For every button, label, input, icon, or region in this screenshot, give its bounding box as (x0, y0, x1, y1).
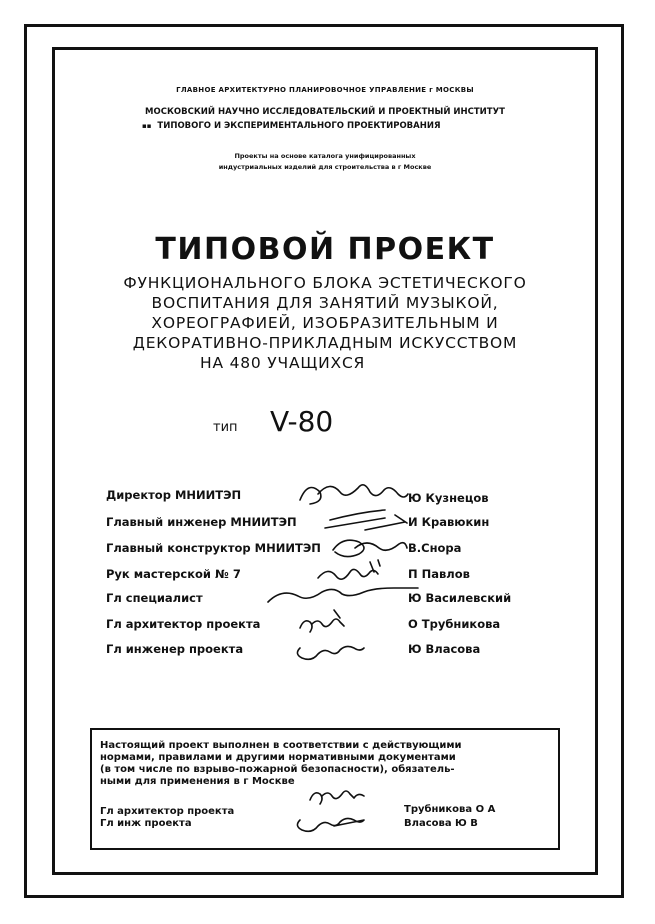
signatory-role-workshop-head: Рук мастерской № 7 (106, 567, 241, 581)
header-line-1: ГЛАВНОЕ АРХИТЕКТУРНО ПЛАНИРОВОЧНОЕ УПРАВЛЕНИЕ г МОСКВЫ (176, 86, 474, 94)
signatory-role-chief-specialist: Гл специалист (106, 591, 203, 605)
signature-director (300, 485, 408, 504)
note-role-engineer: Гл инж проекта (100, 818, 192, 829)
note-name-engineer: Власова Ю В (404, 818, 478, 829)
catalog-line-1: Проекты на основе каталога унифицированных (234, 152, 416, 160)
signatory-name-project-engineer: Ю Власова (408, 642, 481, 656)
document-title: ТИПОВОЙ ПРОЕКТ (155, 232, 495, 267)
subtitle-line-4: ДЕКОРАТИВНО-ПРИКЛАДНЫМ ИСКУССТВОМ (132, 334, 518, 352)
signature-chief-architect (300, 610, 344, 632)
signatory-name-chief-specialist: Ю Василевский (408, 591, 512, 605)
subtitle-line-3: ХОРЕОГРАФИЕЙ, ИЗОБРАЗИТЕЛЬНЫМ И (151, 314, 499, 332)
signatory-role-chief-architect: Гл архитектор проекта (106, 617, 261, 631)
note-line-4: ными для применения в г Москве (100, 776, 295, 787)
note-name-architect: Трубникова О А (404, 804, 496, 815)
type-label: тип (213, 420, 238, 435)
signatory-role-director: Директор МНИИТЭП (106, 488, 242, 502)
type-value: V-80 (270, 405, 334, 438)
catalog-line-2: индустриальных изделий для строительства в г Москве (218, 163, 432, 171)
signatory-role-chief-engineer: Главный инженер МНИИТЭП (106, 515, 297, 529)
note-line-3: (в том числе по взрыво-пожарной безопасности), обязатель- (100, 764, 455, 775)
signature-chief-specialist (268, 588, 418, 602)
signature-chief-designer (333, 540, 407, 556)
subtitle-line-1: ФУНКЦИОНАЛЬНОГО БЛОКА ЭСТЕТИЧЕСКОГО (123, 274, 527, 292)
subtitle-line-2: ВОСПИТАНИЯ ДЛЯ ЗАНЯТИЙ МУЗЫКОЙ, (151, 294, 499, 312)
signatory-name-chief-engineer: И Кравюкин (408, 515, 490, 529)
signatory-name-director: Ю Кузнецов (408, 491, 489, 505)
signatory-name-chief-designer: В.Снора (408, 541, 462, 555)
signature-chief-engineer (325, 510, 407, 530)
signature-workshop-head (318, 560, 380, 579)
note-role-architect: Гл архитектор проекта (100, 806, 235, 817)
signatory-role-project-engineer: Гл инженер проекта (106, 642, 244, 656)
subtitle-line-5: НА 480 УЧАЩИХСЯ (200, 354, 366, 372)
note-line-2: нормами, правилами и другими нормативными документами (100, 752, 456, 763)
signature-project-engineer (297, 646, 364, 659)
header-line-3-text: ТИПОВОГО И ЭКСПЕРИМЕНТАЛЬНОГО ПРОЕКТИРОВАНИЯ (157, 121, 441, 131)
signatory-name-workshop-head: П Павлов (408, 567, 470, 581)
header-bullet: ▪▪ (142, 122, 152, 130)
signatory-role-chief-designer: Главный конструктор МНИИТЭП (106, 541, 321, 555)
header-line-2: МОСКОВСКИЙ НАУЧНО ИССЛЕДОВАТЕЛЬСКИЙ И ПРОЕКТНЫЙ ИНСТИТУТ (145, 107, 505, 117)
note-line-1: Настоящий проект выполнен в соответствии с действующими (100, 740, 462, 751)
signatory-name-chief-architect: О Трубникова (408, 617, 501, 631)
